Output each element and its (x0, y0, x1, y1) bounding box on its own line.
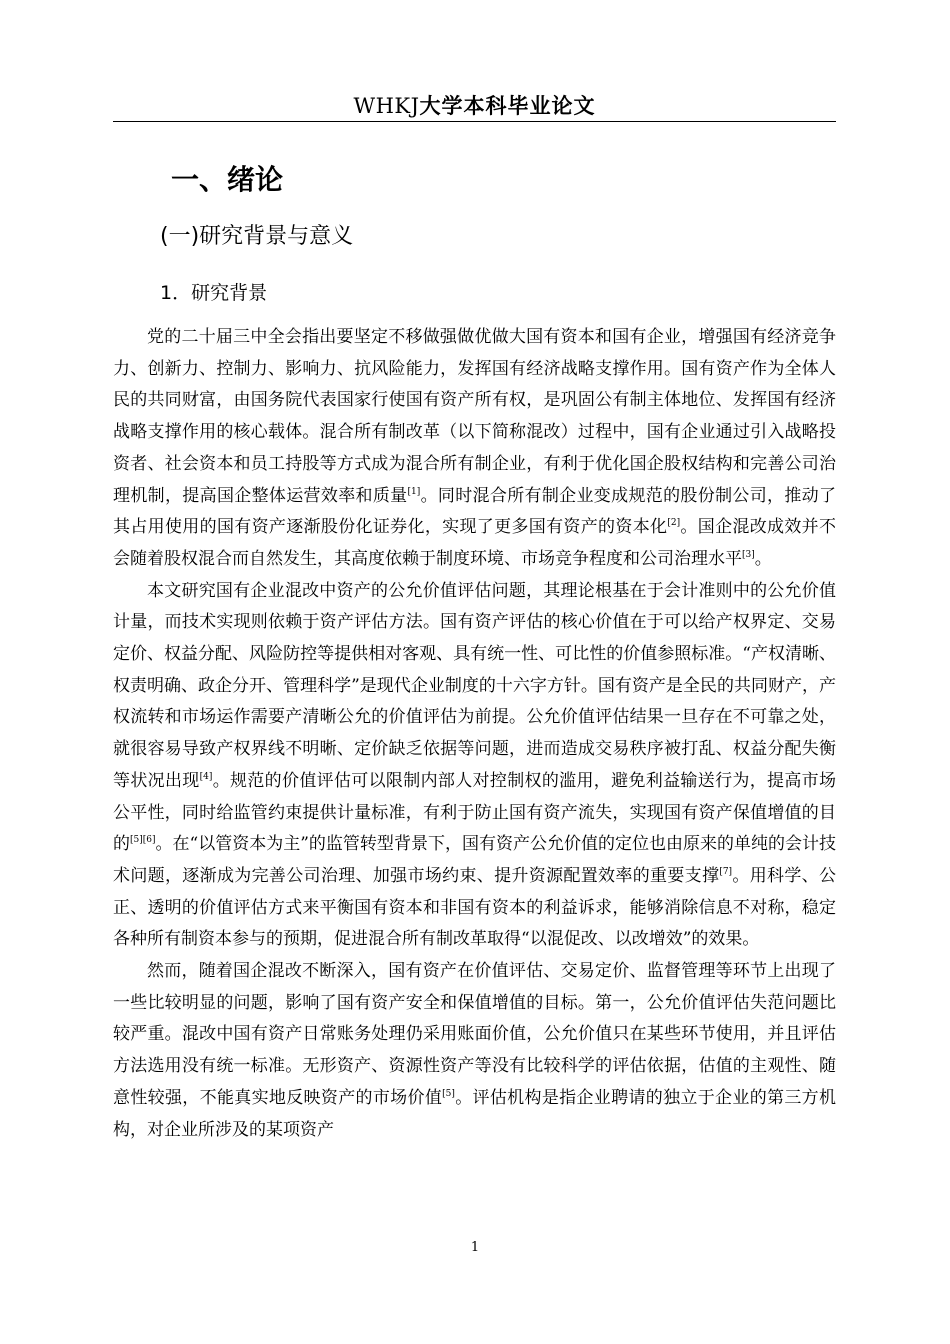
body-paragraph (113, 322, 836, 576)
paragraph-text: 党的二十届三中全会指出要坚定不移做强做优做大国有资本和国有企业，增强国有经济竞争力、创新力、控制力、影响力、抗风险能力，发挥国有经济战略支撑作用。国有资产作为全体人民的共同财富，由国务院代表国家行使国有资产所有权，是巩固公有制主体地位、发挥国有经济战略支撑作用的核心载体。混合所有制改革（以下简称混改）过程中，国有企业通过引入战略投资者、社会资本和员工持股等方式成为混合所有制企业，有利于优化国企股权结构和完善公司治理机制，提高国企整体运营效率和质量 (113, 327, 836, 506)
citation-mark: [3] (742, 549, 755, 560)
citation-mark: [5] (442, 1088, 455, 1099)
paragraph-text: 。用科学、公正、透明的价值评估方式来平衡国有资本和非国有资本的利益诉求，能够消除信息不对称，稳定各种所有制资本参与的预期，促进混合所有制改革取得“以混促改、以改增效”的效果。 (113, 865, 837, 950)
paragraph-text: 。评估机构是指企业聘请的独立于企业的第三方机构，对企业所涉及的某项资产 (113, 1087, 836, 1140)
paragraph-text: 。在“以管资本为主”的监管转型背景下，国有资产公允价值的定位也由原来的单纯的会计技术问题，逐渐成为完善公司治理、加强市场约束、提升资源配置效率的重要支撑 (113, 834, 837, 886)
chapter-heading: 一、绪论 (171, 163, 284, 196)
paragraph-text: 。国企混改成效并不会随着股权混合而自然发生，其高度依赖于制度环境、市场竞争程度和公司治理水平 (113, 517, 837, 569)
header-rule (113, 121, 836, 122)
page-number: 1 (470, 1240, 480, 1255)
paragraph-text: 。规范的价值评估可以限制内部人对控制权的滥用，避免利益输送行为，提高市场公平性，同时给监管约束提供计量标准，有利于防止国有资产流失，实现国有资产保值增值的目的 (113, 770, 837, 855)
citation-mark: [5][6] (130, 835, 156, 846)
header-title-cjk: 大学本科毕业论文 (419, 94, 596, 118)
header-title-latin: WHKJ (353, 94, 420, 118)
running-header (113, 92, 836, 120)
section-heading: (一)研究背景与意义 (160, 224, 354, 249)
paragraph-text: 。同时混合所有制企业变成规范的股份制公司，推动了其占用使用的国有资产逐渐股份化证券化，实现了更多国有资产的资本化 (113, 485, 837, 538)
subsection-heading: 1．研究背景 (160, 282, 268, 304)
paragraph-text: 本文研究国有企业混改中资产的公允价值评估问题，其理论根基在于会计准则中的公允价值计量，而技术实现则依赖于资产评估方法。国有资产评估的核心价值在于可以给产权界定、交易定价、权益分配、风险防控等提供相对客观、具有统一性、可比性的价值参照标准。“产权清晰、权责明确、政企分开、管理科学”是现代企业制度的十六字方针。国有资产是全民的共同财产，产权流转和市场运作需要产清晰公允的价值评估为前提。公允价值评估结果一旦存在不可靠之处，就很容易导致产权界线不明晰、定价缺乏依据等问题，进而造成交易秩序被打乱、权益分配失衡等状况出现 (113, 580, 836, 791)
body-text (113, 322, 836, 1146)
citation-mark: [4] (199, 771, 213, 782)
body-paragraph (113, 576, 836, 956)
citation-mark: [1] (407, 486, 421, 497)
citation-mark: [2] (667, 518, 681, 529)
paragraph-text: 。 (754, 548, 772, 569)
paragraph-text: 然而，随着国企混改不断深入，国有资产在价值评估、交易定价、监督管理等环节上出现了一些比较明显的问题，影响了国有资产安全和保值增值的目标。第一，公允价值评估失范问题比较严重。混改中国有资产日常账务处理仍采用账面价值，公允价值只在某些环节使用，并且评估方法选用没有统一标准。无形资产、资源性资产等没有比较科学的评估依据，估值的主观性、随意性较强，不能真实地反映资产的市场价值 (113, 961, 836, 1108)
citation-mark: [7] (719, 866, 733, 877)
body-paragraph (113, 956, 836, 1146)
